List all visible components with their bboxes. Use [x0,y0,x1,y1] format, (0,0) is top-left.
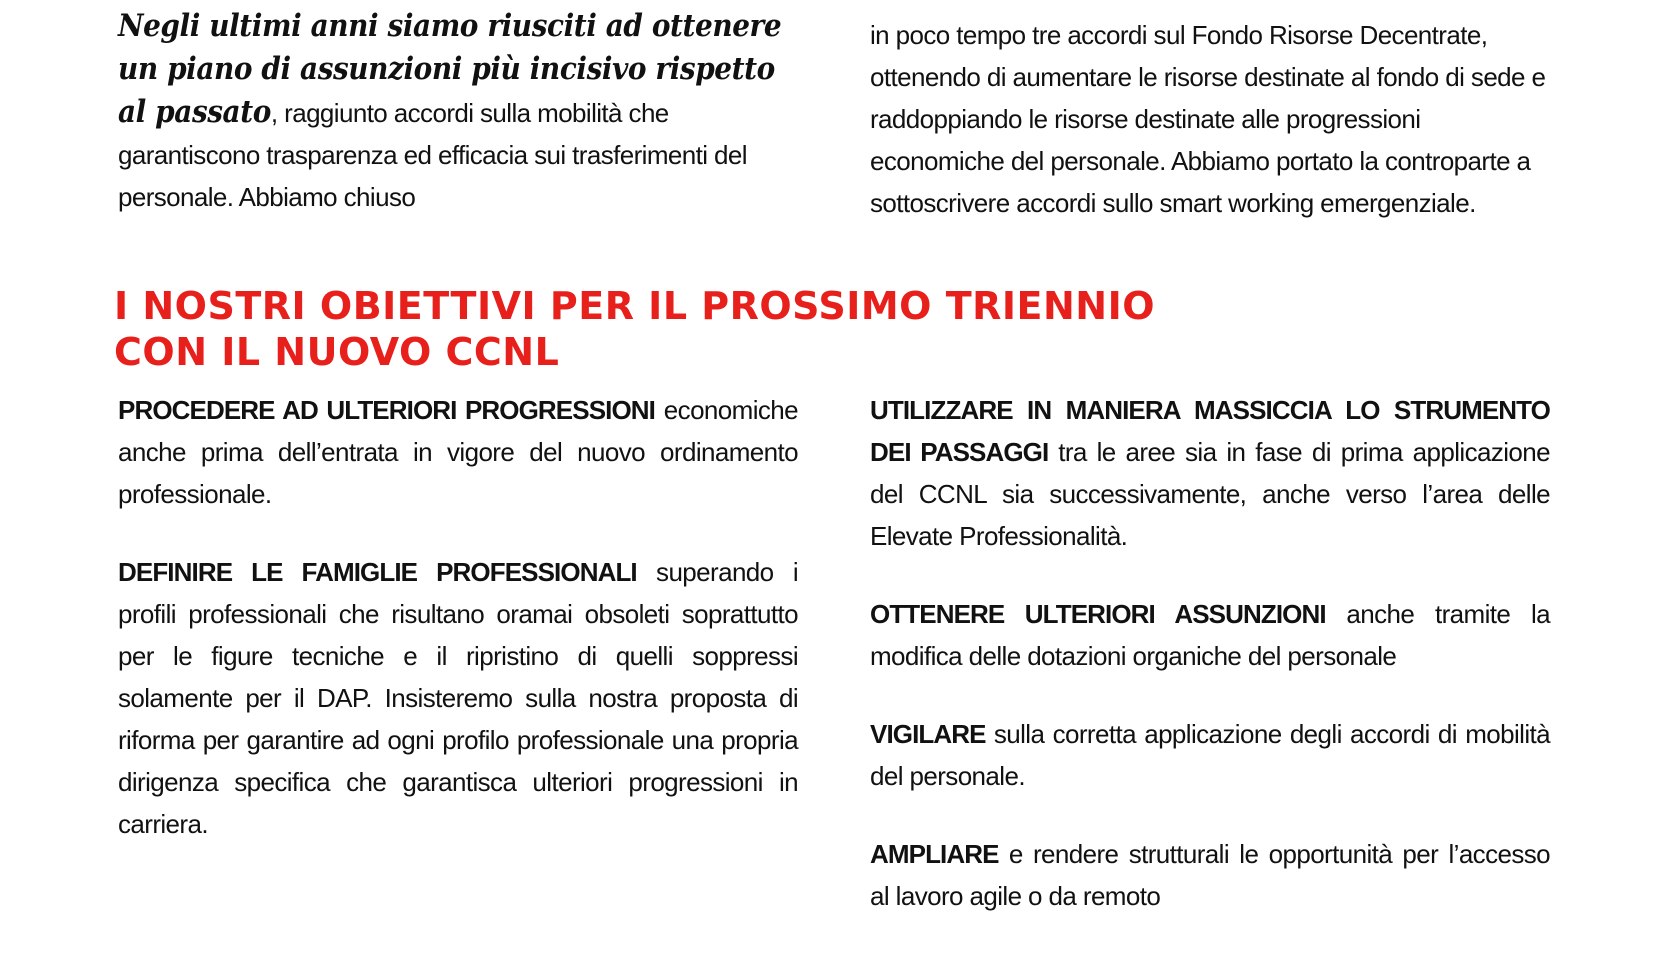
objective-item [118,389,798,515]
section-heading [114,283,1534,375]
objective-text: economiche anche prima dell’entrata in vigore del nuovo ordinamento professionale. [118,395,798,509]
objective-title: UTILIZZARE IN MANIERA MASSICCIA LO STRUMENTO DEI PASSAGGI [870,395,1550,467]
objective-item [870,389,1550,557]
objective-item [870,593,1550,677]
objective-title: AMPLIARE [870,839,999,869]
objective-item [870,833,1550,917]
objective-text: tra le aree sia in fase di prima applicazione del CCNL sia successivamente, anche verso l’area delle Elevate Professionalità. [870,437,1550,551]
objective-text: anche tramite la modifica delle dotazioni organiche del personale [870,599,1550,671]
intro-lead-italic: Negli ultimi anni siamo riusciti ad ottenere un piano di assunzioni più incisivo rispetto al passato [118,8,782,130]
objective-text: superando i profili professionali che risultano oramai obsoleti soprattutto per le figure tecniche e il ripristino di quelli soppressi solamente per il DAP. Insisteremo sulla nostra proposta di riforma per garantire ad ogni profilo professionale una propria dirigenza specifica che garantisca ulteriori progressioni in carriera. [118,557,798,839]
objectives-left-column [118,389,798,881]
objective-title: OTTENERE ULTERIORI ASSUNZIONI [870,599,1326,629]
section-heading-line-2: CON IL NUOVO CCNL [114,330,560,375]
intro-right-column [870,14,1550,224]
objective-title: PROCEDERE AD ULTERIORI PROGRESSIONI [118,395,655,425]
intro-right-paragraph: in poco tempo tre accordi sul Fondo Risorse Decentrate, ottenendo di aumentare le risorse destinate al fondo di sede e raddoppiando le risorse destinate alle progressioni economiche del personale. Abbiamo portato la controparte a sottoscrivere accordi sullo smart working emergenziale. [870,20,1546,218]
objective-title: VIGILARE [870,719,986,749]
objective-item [870,713,1550,797]
intro-left-text: , raggiunto accordi sulla mobilità che garantiscono trasparenza ed efficacia sui trasferimenti del personale. Abbiamo chiuso [118,98,747,212]
intro-left-paragraph [118,5,798,218]
objective-title: DEFINIRE LE FAMIGLIE PROFESSIONALI [118,557,637,587]
intro-left-column [118,5,798,218]
objective-text: e rendere strutturali le opportunità per l’accesso al lavoro agile o da remoto [870,839,1550,911]
section-heading-line-1: I NOSTRI OBIETTIVI PER IL PROSSIMO TRIENNIO [114,284,1156,329]
objectives-right-column [870,389,1550,953]
objective-item [118,551,798,845]
objective-text: sulla corretta applicazione degli accordi di mobilità del personale. [870,719,1550,791]
